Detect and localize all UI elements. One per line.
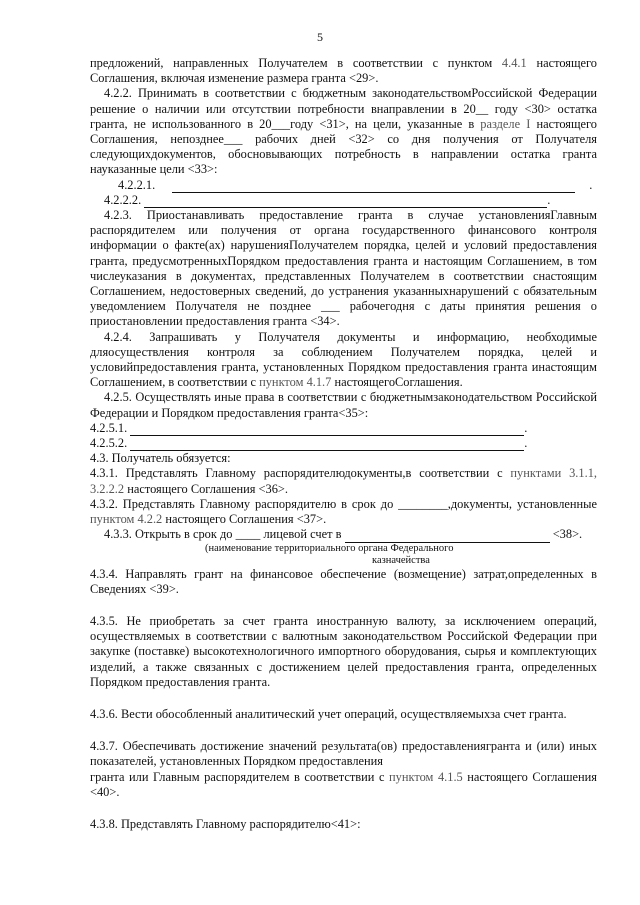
blank-line[interactable] <box>345 532 550 543</box>
link-points-3-1-1-3-2-2-2[interactable]: пунктами 3.1.1, 3.2.2.2 <box>90 466 597 496</box>
paragraph-4-2-2: 4.2.2. Принимать в соответствии с бюджетным законодательствомРоссийской Федерации решение о наличии или отсутствии потребности внаправлении в 20__ году <30> остатка гранта, не использованного в 20___году <31>, на цели, указанные в разделе I настоящего Соглашения, непозднее___ рабочих дней <32> со дня получения от Получателя следующихдокументов, обосновывающих потребность в направлении остатка гранта науказанные цели <33>: <box>90 86 597 177</box>
link-point-4-1-7[interactable]: пунктом 4.1.7 <box>259 375 332 390</box>
paragraph-4-3-5: 4.3.5. Не приобретать за счет гранта иностранную валюту, за исключением операций, осуществляемых в соответствии с валютным законодательством Российской Федерации при закупке (поставке) высокотехнологичного импортного оборудования, сырья и комплектующих изделий, а также связанных с достижением целей предоставления гранта, определенных Порядком предоставления гранта. <box>90 613 597 689</box>
paragraph-4-2-5: 4.2.5. Осуществлять иные права в соответствии с бюджетнымзаконодательством Российской Федерации и Порядком предоставления гранта<35>: <box>90 390 597 420</box>
paragraph-4-3-1: 4.3.1. Представлять Главному распорядителюдокументы,в соответствии с пунктами 3.1.1, 3.2.2.2 настоящего Соглашения <36>. <box>90 466 597 496</box>
link-section-1[interactable]: разделе I <box>480 116 531 131</box>
blank-line[interactable] <box>172 182 575 193</box>
paragraph-4-3-3: 4.3.3. Открыть в срок до ____ лицевой счет в <38>. <box>104 527 583 542</box>
paragraph-4-3-4: 4.3.4. Направлять грант на финансовое обеспечение (возмещение) затрат,определенных в Сведениях <39>. <box>90 566 597 596</box>
document-body <box>90 56 597 832</box>
link-point-4-4-1[interactable]: 4.4.1 <box>501 56 527 70</box>
page-number: 5 <box>317 30 323 44</box>
item-4-2-2-2: 4.2.2.2. . <box>104 192 551 207</box>
paragraph-4-3-8: 4.3.8. Представлять Главному распорядителю<41>: <box>90 816 361 831</box>
blank-line[interactable] <box>130 440 524 451</box>
item-4-2-5-1: 4.2.5.1. . <box>90 420 528 435</box>
blank-line[interactable] <box>144 197 547 208</box>
paragraph-4-2-3: 4.2.3. Приостанавливать предоставление гранта в случае установленияГлавным распорядителем или получения от органа государственного финансового контроля информации о факте(ах) нарушенияПолучателем порядка, целей и условий предоставления гранта, предусмотренныхПорядком предоставления гранта и настоящим Соглашением, в том числеуказания в документах, представленных Получателем в соответствии снастоящим Соглашением, недостоверных сведений, до устранения указанныхнарушений с обязательным уведомлением Получателя не позднее ___ рабочегодня с даты принятия решения о приостановлении предоставления гранта <34>. <box>90 208 597 329</box>
paragraph-4-3-6: 4.3.6. Вести обособленный аналитический учет операций, осуществляемыхза счет гранта. <box>90 706 567 721</box>
paragraph-4-2-4: 4.2.4. Запрашивать у Получателя документы и информацию, необходимые дляосуществления контроля за соблюдением Получателем порядка, целей и условийпредоставления гранта, установленных Порядком предоставления гранта инастоящим Соглашением, в соответствии с пунктом 4.1.7 настоящегоСоглашения. <box>90 329 597 390</box>
blank-line[interactable] <box>130 425 524 436</box>
paragraph-4-3: 4.3. Получатель обязуется: <box>90 451 231 466</box>
caption-treasury: казначейства <box>372 554 430 566</box>
link-point-4-2-2[interactable]: пунктом 4.2.2 <box>90 512 163 527</box>
paragraph-4-3-2: 4.3.2. Представлять Главному распорядителю в срок до ________,документы, установленные пунктом 4.2.2 настоящего Соглашения <37>. <box>90 496 597 527</box>
paragraph-4-3-7: 4.3.7. Обеспечивать достижение значений результата(ов) предоставлениягранта и (или) иных показателей, установленных Порядком предоставления гранта или Главным распорядителем в соответствии с пунктом 4.1.5 настоящего Соглашения <40>. <box>90 739 597 799</box>
link-point-4-1-5[interactable]: пунктом 4.1.5 <box>389 769 463 784</box>
paragraph-4-2-1-end: предложений, направленных Получателем в соответствии с пунктом 4.4.1 настоящего Соглашения, включая изменение размера гранта <29>. <box>90 56 597 86</box>
item-4-2-5-2: 4.2.5.2. . <box>90 436 528 451</box>
caption-treasury-name: (наименование территориального органа Федерального <box>205 542 454 554</box>
item-4-2-2-1: 4.2.2.1. . <box>118 177 593 192</box>
